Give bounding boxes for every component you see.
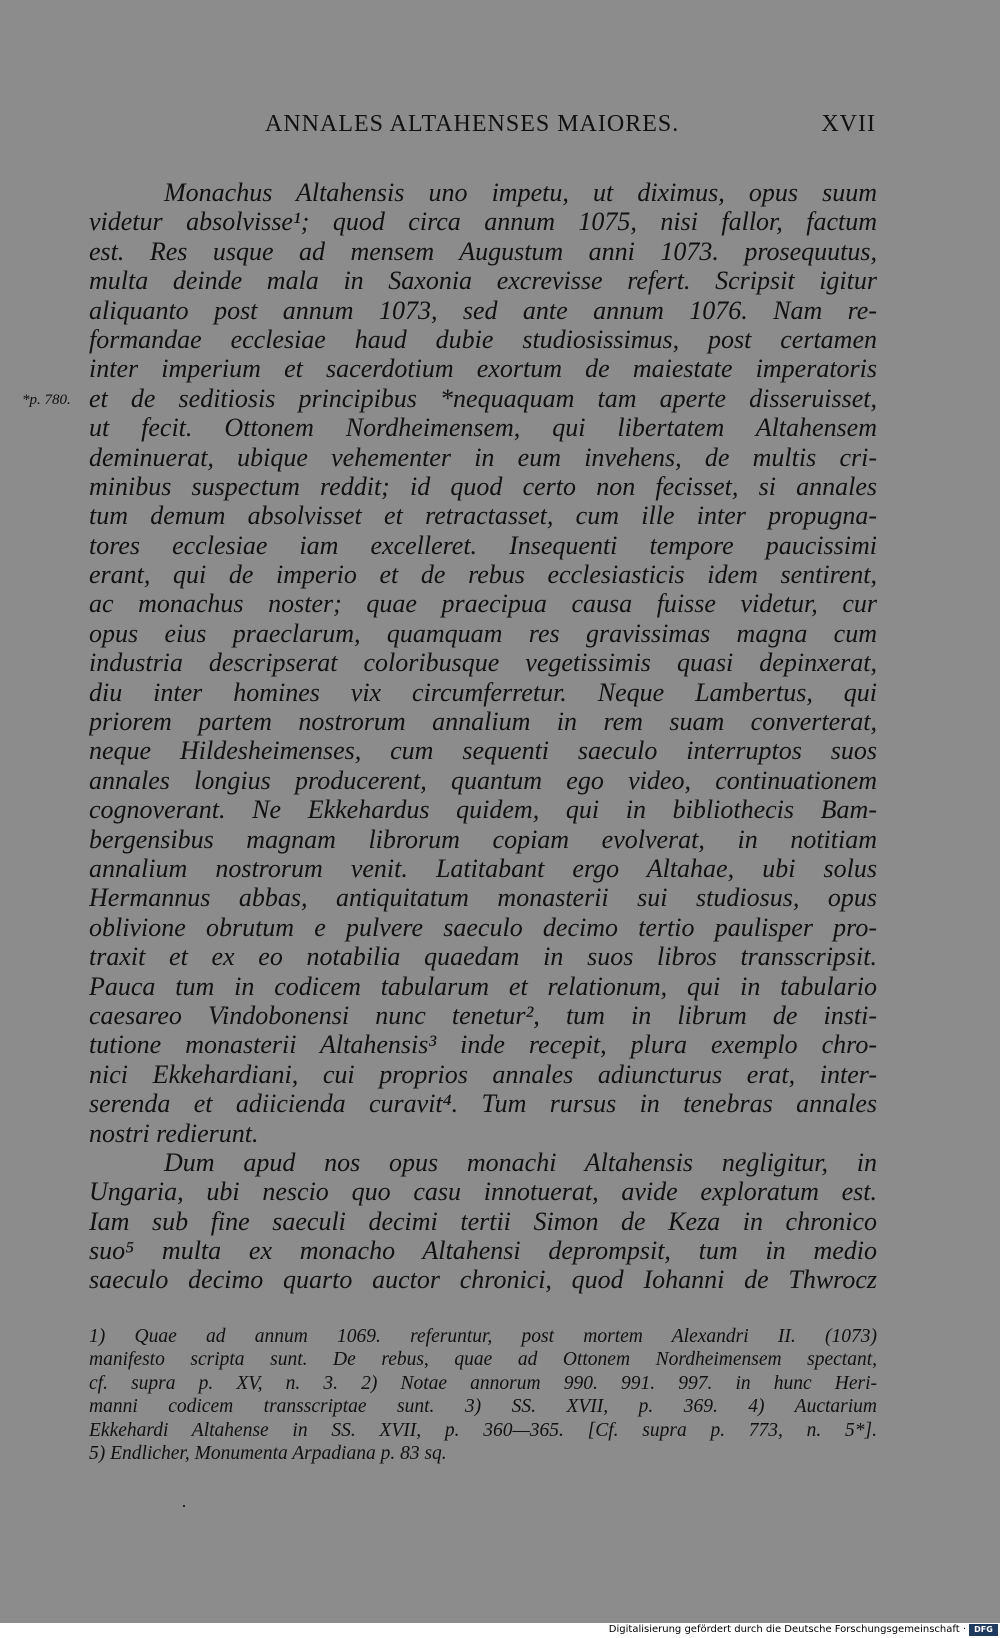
footnote-line: cf. supra p. XV, n. 3. 2) Notae annorum 990. 991. 997. in hunc Heri-	[89, 1372, 877, 1394]
text-line: tutione monasterii Altahensis³ inde recepit, plura exemplo chro-	[89, 1030, 877, 1060]
text-line: inter imperium et sacerdotium exortum de maiestate imperatoris	[89, 354, 877, 384]
text-line: aliquanto post annum 1073, sed ante annum 1076. Nam re-	[89, 295, 877, 325]
body-text	[89, 178, 877, 1295]
footnotes	[89, 1325, 877, 1465]
text-line: cognoverant. Ne Ekkehardus quidem, qui in bibliothecis Bam-	[89, 795, 877, 825]
page-header	[88, 111, 876, 149]
footnote-line: 5) Endlicher, Monumenta Arpadiana p. 83 sq.	[89, 1442, 447, 1464]
scan-speck	[183, 1505, 185, 1507]
text-line: tum demum absolvisset et retractasset, cum ille inter propugna-	[89, 501, 877, 531]
text-line: priorem partem nostrorum annalium in rem suam converterat,	[89, 707, 877, 737]
text-line: deminuerat, ubique vehementer in eum invehens, de multis cri-	[89, 442, 877, 472]
text-line: caesareo Vindobonensi nunc tenetur², tum in librum de insti-	[89, 1000, 877, 1030]
text-line: ut fecit. Ottonem Nordheimensem, qui libertatem Altahensem	[89, 413, 877, 443]
text-line: diu inter homines vix circumferretur. Neque Lambertus, qui	[89, 677, 877, 707]
text-line: Hermannus abbas, antiquitatum monasterii sui studiosus, opus	[89, 883, 877, 913]
dfg-logo-icon: DFG	[969, 1624, 998, 1636]
page-number: XVII	[821, 111, 876, 137]
text-line: Iam sub fine saeculi decimi tertii Simon de Keza in chronico	[89, 1206, 877, 1236]
text-line: et de seditiosis principibus *nequaquam tam aperte disseruisset,	[89, 383, 877, 413]
footnote-line: Ekkehardi Altahense in SS. XVII, p. 360—365. [Cf. supra p. 773, n. 5*].	[89, 1419, 877, 1441]
text-line: videtur absolvisse¹; quod circa annum 1075, nisi fallor, factum	[89, 207, 877, 237]
text-line: erant, qui de imperio et de rebus ecclesiasticis idem sentirent,	[89, 560, 877, 590]
text-line: traxit et ex eo notabilia quaedam in suos libros transscripsit.	[89, 942, 877, 972]
text-line: annales longius producerent, quantum ego video, continuationem	[89, 765, 877, 795]
text-line: neque Hildesheimenses, cum sequenti saeculo interruptos suos	[89, 736, 877, 766]
text-line: nostri redierunt.	[89, 1118, 259, 1148]
margin-page-reference: *p. 780.	[22, 392, 71, 408]
text-line: ac monachus noster; quae praecipua causa fuisse videtur, cur	[89, 589, 877, 619]
text-line: minibus suspectum reddit; id quod certo non fecisset, si annales	[89, 471, 877, 501]
text-line: nici Ekkehardiani, cui proprios annales adiuncturus erat, inter-	[89, 1059, 877, 1089]
footnote-line: 1) Quae ad annum 1069. referuntur, post mortem Alexandri II. (1073)	[89, 1326, 877, 1347]
text-line: Pauca tum in codicem tabularum et relationum, qui in tabulario	[89, 971, 877, 1001]
text-line: multa deinde mala in Saxonia excrevisse refert. Scripsit igitur	[89, 266, 877, 296]
text-line: Ungaria, ubi nescio quo casu innotuerat, avide exploratum est.	[89, 1177, 877, 1207]
running-title: ANNALES ALTAHENSES MAIORES.	[265, 111, 680, 137]
footnote-line: manifesto scripta sunt. De rebus, quae ad Ottonem Nordheimensem spectant,	[89, 1349, 877, 1371]
text-line: formandae ecclesiae haud dubie studiosissimus, post certamen	[89, 324, 877, 354]
text-line: Dum apud nos opus monachi Altahensis negligitur, in	[164, 1147, 877, 1177]
text-line: saeculo decimo quarto auctor chronici, quod Iohanni de Thwrocz	[89, 1265, 877, 1295]
funding-credit: Digitalisierung gefördert durch die Deutsche Forschungsgemeinschaft ·	[608, 1624, 966, 1635]
text-line: bergensibus magnam librorum copiam evolverat, in notitiam	[89, 824, 877, 854]
text-line: industria descripserat coloribusque vegetissimis quasi depinxerat,	[89, 648, 877, 678]
text-line: suo⁵ multa ex monacho Altahensi deprompsit, tum in medio	[89, 1236, 877, 1266]
text-line: annalium nostrorum venit. Latitabant ergo Altahae, ubi solus	[89, 853, 877, 883]
text-line: est. Res usque ad mensem Augustum anni 1073. prosequutus,	[89, 236, 877, 266]
footnote-line: manni codicem transscriptae sunt. 3) SS. XVII, p. 369. 4) Auctarium	[89, 1396, 877, 1418]
text-line: tores ecclesiae iam excelleret. Insequenti tempore paucissimi	[89, 530, 877, 560]
text-line: oblivione obrutum e pulvere saeculo decimo tertio paulisper pro-	[89, 912, 877, 942]
text-line: Monachus Altahensis uno impetu, ut diximus, opus suum	[164, 178, 877, 207]
digitization-footer	[0, 1623, 1000, 1638]
text-line: opus eius praeclarum, quamquam res gravissimas magna cum	[89, 618, 877, 648]
text-line: serenda et adiicienda curavit⁴. Tum rursus in tenebras annales	[89, 1089, 877, 1119]
